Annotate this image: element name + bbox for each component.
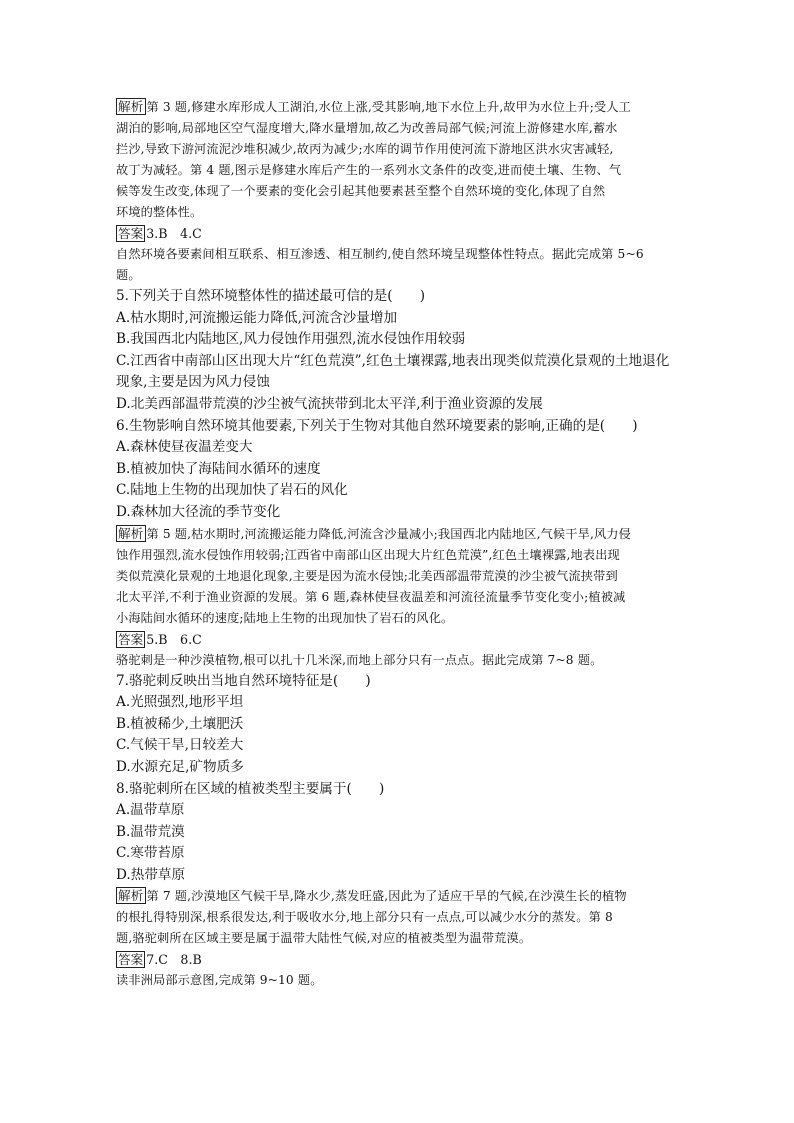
question-text: A.森林使昼夜温差变大 <box>116 439 253 456</box>
block-question <box>116 779 692 887</box>
explain-line <box>116 524 692 545</box>
question-line <box>116 671 692 693</box>
question-text: C.江西省中南部山区出现大片“红色荒漠”,红色土壤裸露,地表出现类似荒漠化景观的土地退化 <box>116 352 670 369</box>
answer-tag: 答案 <box>118 952 144 968</box>
explain-text: 故丁为减轻。第 4 题,图示是修建水库后产生的一系列水文条件的改变,进而使土壤、生物、气 <box>116 163 622 177</box>
explain-line <box>116 202 692 223</box>
question-line <box>116 459 692 481</box>
explain-text: 拦沙,导致下游河流泥沙堆积减少,故丙为减少;水库的调节作用使河流下游地区洪水灾害减轻, <box>116 142 614 156</box>
explain-text: 小海陆间水循环的速度;陆地上生物的出现加快了岩石的风化。 <box>116 610 454 625</box>
stem-line <box>116 970 692 991</box>
explain-line <box>116 928 692 949</box>
answer-line <box>116 223 692 244</box>
explain-line <box>116 886 692 907</box>
question-text: C.陆地上生物的出现加快了岩石的风化 <box>116 482 348 499</box>
question-text: B.我国西北内陆地区,风力侵蚀作用强烈,流水侵蚀作用较弱 <box>116 331 466 348</box>
block-answer <box>116 949 692 970</box>
question-line <box>116 735 692 757</box>
block-stem <box>116 650 692 671</box>
question-line <box>116 865 692 887</box>
question-text: 6.生物影响自然环境其他要素,下列关于生物对其他自然环境要素的影响,正确的是( ) <box>116 417 638 434</box>
block-stem <box>116 970 692 991</box>
question-line <box>116 822 692 844</box>
explain-text: 湖泊的影响,局部地区空气湿度增大,降水量增加,故乙为改善局部气候;河流上游修建水库,蓄水 <box>116 121 618 135</box>
question-line <box>116 843 692 865</box>
block-question <box>116 671 692 779</box>
question-line <box>116 480 692 502</box>
explain-tag: 解析 <box>118 99 144 114</box>
question-line <box>116 692 692 714</box>
explain-text: 北太平洋,不利于渔业资源的发展。第 6 题,森林使昼夜温差和河流径流量季节变化变小;植被减 <box>116 589 626 604</box>
question-line <box>116 372 692 394</box>
explain-line <box>116 587 692 608</box>
explain-tag: 解析 <box>118 888 144 904</box>
explain-line <box>116 139 692 160</box>
explain-line <box>116 907 692 928</box>
stem-text: 自然环境各要素间相互联系、相互渗透、相互制约,使自然环境呈现整体性特点。据此完成第 5~6 <box>116 247 644 261</box>
answer-line <box>116 629 692 650</box>
question-text: 现象,主要是因为风力侵蚀 <box>116 374 270 391</box>
stem-text: 题。 <box>116 268 141 282</box>
stem-text: 读非洲局部示意图,完成第 9~10 题。 <box>116 973 323 988</box>
explain-text: 候等发生改变,体现了一个要素的变化会引起其他要素甚至整个自然环境的变化,体现了自然 <box>116 184 606 198</box>
block-answer <box>116 629 692 650</box>
question-line <box>116 394 692 416</box>
explain-text: 第 3 题,修建水库形成人工湖泊,水位上涨,受其影响,地下水位上升,故甲为水位上升;受人工 <box>146 100 631 114</box>
explain-line <box>116 118 692 139</box>
explain-line <box>116 181 692 202</box>
question-line <box>116 329 692 351</box>
question-line <box>116 714 692 736</box>
explain-text: 题,骆驼刺所在区域主要是属于温带大陆性气候,对应的植被类型为温带荒漠。 <box>116 931 532 946</box>
question-line <box>116 437 692 459</box>
question-text: D.北美西部温带荒漠的沙尘被气流挟带到北太平洋,利于渔业资源的发展 <box>116 395 543 412</box>
stem-line <box>116 244 692 265</box>
question-text: C.寒带苔原 <box>116 845 185 862</box>
question-line <box>116 800 692 822</box>
explain-text: 环境的整体性。 <box>116 205 203 219</box>
question-text: B.温带荒漠 <box>116 823 185 840</box>
block-question <box>116 286 692 416</box>
stem-line <box>116 650 692 671</box>
answer-tag: 答案 <box>118 226 144 241</box>
block-explain <box>116 886 692 949</box>
question-line <box>116 779 692 801</box>
question-line <box>116 757 692 779</box>
explain-text: 类似荒漠化景观的土地退化现象,主要是因为流水侵蚀;北美西部温带荒漠的沙尘被气流挟带到 <box>116 568 618 583</box>
document-content <box>116 97 692 991</box>
question-text: D.森林加大径流的季节变化 <box>116 503 281 520</box>
answer-text: 3.B 4.C <box>146 226 202 241</box>
answer-line <box>116 949 692 970</box>
block-explain <box>116 97 692 223</box>
question-line <box>116 416 692 438</box>
explain-line <box>116 160 692 181</box>
stem-line <box>116 265 692 286</box>
explain-text: 的根扎得特别深,根系很发达,利于吸收水分,地上部分只有一点点,可以减少水分的蒸发。第 8 <box>116 910 613 925</box>
block-answer <box>116 223 692 244</box>
explain-text: 第 5 题,枯水期时,河流搬运能力降低,河流含沙量减小;我国西北内陆地区,气候干旱,风力侵 <box>146 526 631 541</box>
explain-text: 第 7 题,沙漠地区气候干旱,降水少,蒸发旺盛,因此为了适应干旱的气候,在沙漠生长的植物 <box>146 889 627 904</box>
explain-line <box>116 97 692 118</box>
question-text: 8.骆驼刺所在区域的植被类型主要属于( ) <box>116 780 385 797</box>
explain-tag: 解析 <box>118 525 144 541</box>
explain-text: 蚀作用强烈,流水侵蚀作用较弱;江西省中南部山区出现大片红色荒漠”,红色土壤裸露,地表出现 <box>116 547 620 562</box>
explain-line <box>116 566 692 587</box>
question-text: 7.骆驼刺反映出当地自然环境特征是( ) <box>116 672 371 689</box>
block-explain <box>116 524 692 629</box>
question-text: A.光照强烈,地形平坦 <box>116 694 244 711</box>
question-text: 5.下列关于自然环境整体性的描述最可信的是( ) <box>116 288 426 304</box>
question-text: A.枯水期时,河流搬运能力降低,河流含沙量增加 <box>116 309 398 326</box>
answer-text: 5.B 6.C <box>146 631 202 647</box>
answer-text: 7.C 8.B <box>146 952 202 968</box>
block-stem <box>116 244 692 286</box>
explain-line <box>116 545 692 566</box>
question-line <box>116 502 692 524</box>
block-question <box>116 416 692 524</box>
question-line <box>116 286 692 308</box>
answer-tag: 答案 <box>118 631 144 647</box>
stem-text: 骆驼刺是一种沙漠植物,根可以扎十几米深,而地上部分只有一点点。据此完成第 7~8 题。 <box>116 652 603 667</box>
question-text: D.热带草原 <box>116 866 186 883</box>
explain-line <box>116 608 692 629</box>
question-line <box>116 351 692 373</box>
question-text: A.温带草原 <box>116 802 185 819</box>
question-text: B.植被加快了海陆间水循环的速度 <box>116 460 321 477</box>
question-text: D.水源充足,矿物质多 <box>116 758 244 775</box>
question-line <box>116 308 692 330</box>
question-text: B.植被稀少,土壤肥沃 <box>116 715 244 732</box>
question-text: C.气候干旱,日较差大 <box>116 737 244 754</box>
